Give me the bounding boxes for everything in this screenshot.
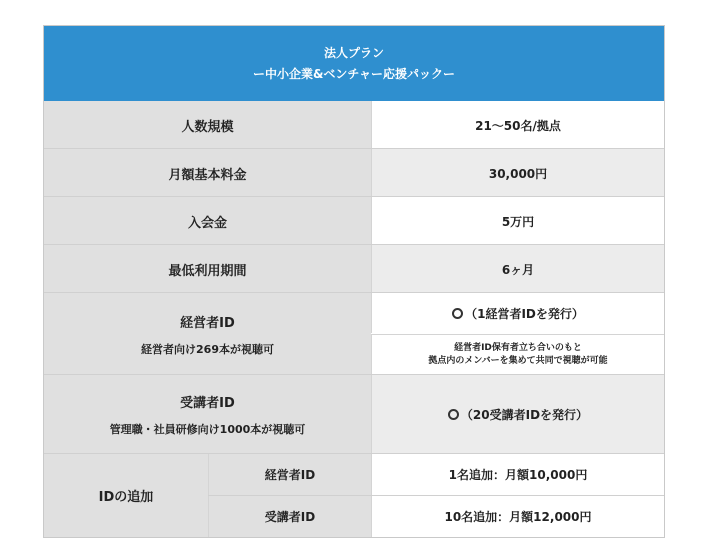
label-manager-id: 経営者ID bbox=[180, 315, 235, 331]
label-student-id-cell bbox=[44, 375, 371, 453]
label-manager-id-cell bbox=[44, 293, 371, 375]
value-student-id: （20受講者IDを発行） bbox=[460, 407, 589, 422]
row-student-id bbox=[44, 375, 664, 453]
row-add-id bbox=[44, 454, 664, 537]
note-manager-id-line1: 経営者ID保有者立ち合いのもと bbox=[454, 343, 582, 353]
plan-table bbox=[43, 25, 665, 538]
divider bbox=[208, 495, 664, 496]
value-manager-id: （1経営者IDを発行） bbox=[465, 306, 584, 321]
label-add-id: IDの追加 bbox=[44, 454, 208, 537]
add-id-type-manager: 経営者ID bbox=[208, 454, 371, 495]
label-people: 人数規模 bbox=[44, 101, 371, 149]
row-monthly bbox=[44, 149, 664, 197]
label-admission: 入会金 bbox=[44, 197, 371, 245]
circle-mark-icon bbox=[452, 308, 463, 319]
value-monthly: 30,000円 bbox=[371, 149, 664, 197]
sublabel-student-id: 管理職・社員研修向け1000本が視聴可 bbox=[109, 422, 306, 436]
row-manager-id bbox=[44, 293, 664, 375]
plan-subtitle: ー中小企業&ベンチャー応援パックー bbox=[252, 66, 456, 81]
value-people: 21〜50名/拠点 bbox=[371, 101, 664, 149]
label-period: 最低利用期間 bbox=[44, 245, 371, 293]
value-manager-id-cell bbox=[371, 293, 664, 333]
add-id-price-manager: 1名追加：月額10,000円 bbox=[371, 454, 664, 495]
value-period: 6ヶ月 bbox=[371, 245, 664, 293]
label-student-id: 受講者ID bbox=[180, 395, 235, 411]
value-student-id-cell bbox=[371, 375, 664, 453]
note-manager-id-cell bbox=[371, 334, 664, 375]
row-people bbox=[44, 101, 664, 149]
add-id-type-student: 受講者ID bbox=[208, 496, 371, 537]
row-admission bbox=[44, 197, 664, 245]
row-period bbox=[44, 245, 664, 293]
note-manager-id-line2: 拠点内のメンバーを集めて共同で視聴が可能 bbox=[428, 356, 608, 366]
plan-header bbox=[44, 26, 664, 101]
sublabel-manager-id: 経営者向け269本が視聴可 bbox=[141, 342, 274, 356]
label-monthly: 月額基本料金 bbox=[44, 149, 371, 197]
add-id-price-student: 10名追加：月額12,000円 bbox=[371, 496, 664, 537]
circle-mark-icon bbox=[448, 409, 459, 420]
plan-title: 法人プラン bbox=[323, 45, 384, 60]
value-admission: 5万円 bbox=[371, 197, 664, 245]
